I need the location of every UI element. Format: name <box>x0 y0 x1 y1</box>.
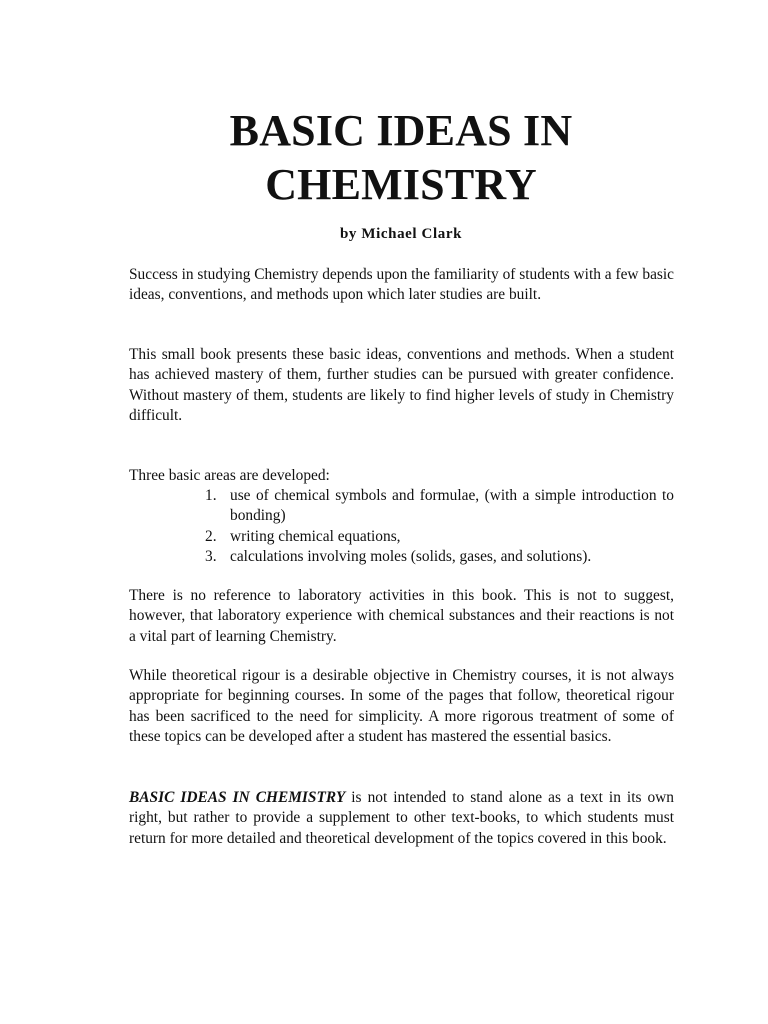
supplement-paragraph <box>129 788 674 849</box>
list-item-number: 1. <box>205 487 217 504</box>
list-item-number: 2. <box>205 527 217 545</box>
laboratory-paragraph: There is no reference to laboratory activities in this book. This is not to suggest, however, that laboratory experience with chemical substances and their reactions is not a vital part of learning Chemistry. <box>129 587 674 645</box>
areas-list <box>205 486 674 567</box>
list-item <box>205 547 674 567</box>
rigour-paragraph: While theoretical rigour is a desirable objective in Chemistry courses, it is not always appropriate for beginning courses. In some of the pages that follow, theoretical rigour has been sacrificed to the need for simplicity. A more rigorous treatment of some of these topics can be developed after a student has mastered the essential basics. <box>129 667 674 745</box>
list-item-text: use of chemical symbols and formulae, (with a simple introduction to bonding) <box>230 487 674 525</box>
intro-paragraph: Success in studying Chemistry depends upon the familiarity of students with a few basic ideas, conventions, and methods upon which later studies are built. <box>129 266 674 304</box>
document-title <box>0 104 768 212</box>
list-item-text: calculations involving moles (solids, gases, and solutions). <box>230 547 592 565</box>
list-item-number: 3. <box>205 547 217 565</box>
list-item <box>205 527 674 547</box>
list-item-text: writing chemical equations, <box>230 527 401 545</box>
list-item <box>205 486 674 527</box>
title-line-1: BASIC IDEAS IN <box>229 106 573 155</box>
supplement-text: is not intended to stand alone as a text in its own right, but rather to provide a supplement to other text-books, to which students must return for more detailed and theoretical development of the topics covered in this book. <box>129 789 674 847</box>
areas-intro-paragraph: Three basic areas are developed: <box>129 467 330 484</box>
purpose-paragraph: This small book presents these basic ideas, conventions and methods. When a student has achieved mastery of them, further studies can be pursued with greater confidence. Without mastery of them, students are likely to find higher levels of study in Chemistry difficult. <box>129 346 674 424</box>
book-title-emphasis: BASIC IDEAS IN CHEMISTRY <box>129 789 346 806</box>
author-byline: by Michael Clark <box>339 226 463 242</box>
title-line-2: CHEMISTRY <box>265 160 537 209</box>
